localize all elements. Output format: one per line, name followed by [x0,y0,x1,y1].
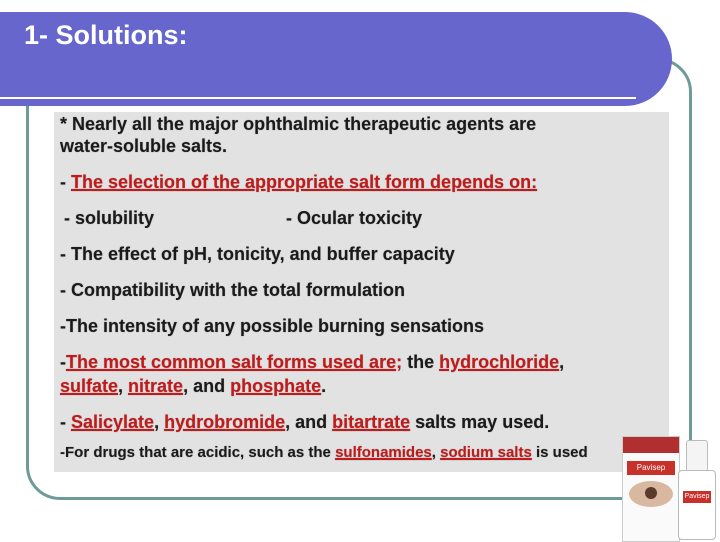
sep: , and [183,376,231,396]
salt-phosphate: phosphate [230,376,322,396]
bottle-cap [686,440,708,472]
salt-bitartrate: bitartrate [332,412,411,432]
dash: - [60,352,66,372]
product-box-image [622,436,680,542]
period: . [321,376,327,396]
text-line-9 [60,444,588,461]
comma: , [559,352,565,372]
dash: - [60,172,71,192]
page-title: 1- Solutions: [24,20,188,50]
text-line-8 [60,412,549,433]
salt-hydrobromide: hydrobromide [164,412,286,432]
box-brand-label: Pavisep [627,461,675,475]
bottle-brand-label: Pavisep [683,491,711,503]
box-lid [623,437,679,453]
text-solubility: - solubility [64,208,154,228]
text-line-6: -The intensity of any possible burning sensations [60,316,485,336]
text-is-used: is used [531,444,588,461]
term-sodium-salts: sodium salts [440,444,532,461]
bottle-body [678,470,716,540]
dropper-bottle-image [676,440,716,538]
text-line-1a: * Nearly all the major ophthalmic therapeutic agents are [60,114,537,134]
sep: , [431,444,441,461]
text-the: the [402,352,440,372]
text-acidic: drugs that are acidic, such as the [93,444,336,461]
salt-nitrate: nitrate [128,376,184,396]
text-for: -For [60,444,94,461]
sep: , [154,412,165,432]
text-line-7b [60,376,326,397]
eye-pupil [645,487,657,499]
salt-sulfate: sulfate [60,376,119,396]
salt-form-heading: The selection of the appropriate salt form depends on: [71,172,538,192]
text-line-4: - The effect of pH, tonicity, and buffer capacity [60,244,455,264]
text-line-2 [60,172,537,193]
salt-salicylate: Salicylate [71,412,155,432]
text-line-7 [60,352,564,373]
term-sulfonamides: sulfonamides [335,444,432,461]
common-salts-heading: The most common salt forms used are; [66,352,403,372]
content-image [54,112,669,472]
eye-icon [629,481,673,507]
sep: , [118,376,129,396]
text-end: salts may used. [410,412,550,432]
sep: , and [285,412,333,432]
dash: - [60,412,71,432]
text-line-1b: water-soluble salts. [60,136,228,156]
salt-hydrochloride: hydrochloride [439,352,560,372]
header-divider [0,97,636,99]
text-line-5: - Compatibility with the total formulation [60,280,405,300]
text-ocular-toxicity: - Ocular toxicity [286,208,423,228]
